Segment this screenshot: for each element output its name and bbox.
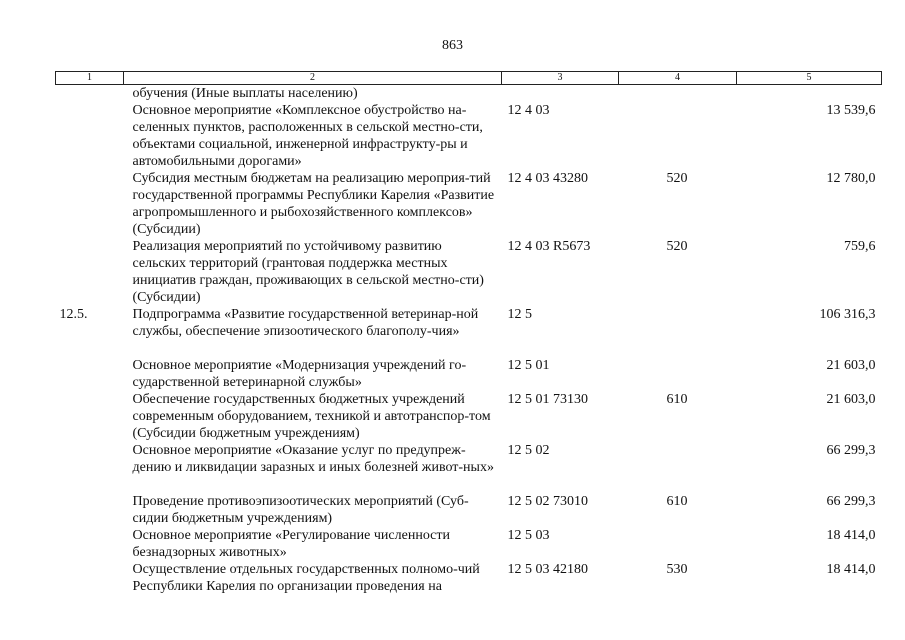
row-expense-type: 520 bbox=[666, 239, 688, 254]
row-expense-type: 530 bbox=[666, 562, 688, 577]
row-expense-type bbox=[619, 442, 737, 493]
table-row bbox=[56, 238, 882, 306]
row-code: 12 5 03 42180 bbox=[507, 562, 588, 577]
row-amount: 66 299,3 bbox=[826, 443, 876, 458]
row-number: 12.5. bbox=[59, 307, 88, 322]
row-name: Основное мероприятие «Оказание услуг по предупреж-дению и ликвидации заразных и иных болезней живот-ных» bbox=[132, 443, 494, 475]
table-row bbox=[56, 391, 882, 442]
row-amount: 18 414,0 bbox=[826, 528, 876, 543]
row-name: Основное мероприятие «Модернизация учреждений го-сударственной ветеринарной службы» bbox=[132, 358, 467, 390]
row-code: 12 5 01 bbox=[507, 358, 550, 373]
row-expense-type bbox=[619, 85, 737, 103]
row-expense-type bbox=[619, 527, 737, 561]
row-amount: 759,6 bbox=[844, 239, 876, 254]
table-row bbox=[56, 442, 882, 493]
row-number bbox=[56, 102, 124, 170]
row-name: обучения (Иные выплаты населению) bbox=[132, 86, 358, 101]
row-expense-type bbox=[619, 357, 737, 391]
table-row bbox=[56, 170, 882, 238]
row-number bbox=[56, 527, 124, 561]
table-row bbox=[56, 561, 882, 595]
row-expense-type bbox=[619, 306, 737, 357]
row-name: Обеспечение государственных бюджетных учреждений современным оборудованием, техникой и автотранспор-том (Субсидии бюджетным учреждениям) bbox=[132, 392, 491, 441]
row-amount: 66 299,3 bbox=[826, 494, 876, 509]
row-code: 12 5 01 73130 bbox=[507, 392, 588, 407]
row-code bbox=[502, 85, 619, 103]
row-name: Реализация мероприятий по устойчивому развитию сельских территорий (грантовая поддержка местных инициатив граждан, проживающих в сельской местно-сти) (Субсидии) bbox=[132, 239, 484, 305]
row-code: 12 4 03 43280 bbox=[507, 171, 588, 186]
header-row bbox=[56, 72, 882, 85]
row-expense-type: 610 bbox=[666, 392, 688, 407]
row-amount bbox=[737, 85, 882, 103]
row-number bbox=[56, 170, 124, 238]
header-col-4: 4 bbox=[619, 72, 737, 85]
row-number bbox=[56, 85, 124, 103]
table-row bbox=[56, 102, 882, 170]
header-col-2: 2 bbox=[124, 72, 502, 85]
row-name: Подпрограмма «Развитие государственной ветеринар-ной службы, обеспечение эпизоотического благополу-чия» bbox=[132, 307, 479, 339]
row-name: Основное мероприятие «Комплексное обустройство на-селенных пунктов, расположенных в сельской местно-сти, объектами социальной, инженерной инфраструкту-ры и автомобильными дорогами» bbox=[132, 103, 483, 169]
page-number: 863 bbox=[442, 38, 463, 53]
row-expense-type: 610 bbox=[666, 494, 688, 509]
row-amount: 21 603,0 bbox=[826, 392, 876, 407]
budget-table bbox=[55, 71, 882, 595]
row-amount: 106 316,3 bbox=[819, 307, 876, 322]
row-code: 12 5 bbox=[507, 307, 532, 322]
row-amount: 21 603,0 bbox=[826, 358, 876, 373]
row-amount: 18 414,0 bbox=[826, 562, 876, 577]
header-col-3: 3 bbox=[502, 72, 619, 85]
header-col-5: 5 bbox=[737, 72, 882, 85]
row-name: Основное мероприятие «Регулирование численности безнадзорных животных» bbox=[132, 528, 450, 560]
row-code: 12 5 02 73010 bbox=[507, 494, 588, 509]
row-code: 12 4 03 R5673 bbox=[507, 239, 591, 254]
header-col-1: 1 bbox=[56, 72, 124, 85]
table-row bbox=[56, 357, 882, 391]
table-row bbox=[56, 493, 882, 527]
table-row bbox=[56, 306, 882, 357]
row-number bbox=[56, 357, 124, 391]
row-code: 12 5 03 bbox=[507, 528, 550, 543]
row-expense-type bbox=[619, 102, 737, 170]
row-number bbox=[56, 561, 124, 595]
row-name: Осуществление отдельных государственных полномо-чий Республики Карелия по организации проведения на bbox=[132, 562, 480, 594]
row-number bbox=[56, 238, 124, 306]
row-number bbox=[56, 442, 124, 493]
row-name: Проведение противоэпизоотических мероприятий (Суб-сидии бюджетным учреждениям) bbox=[132, 494, 469, 526]
row-code: 12 4 03 bbox=[507, 103, 550, 118]
row-expense-type: 520 bbox=[666, 171, 688, 186]
table-body bbox=[56, 85, 882, 596]
row-amount: 12 780,0 bbox=[826, 171, 876, 186]
row-number bbox=[56, 493, 124, 527]
table-header bbox=[56, 72, 882, 85]
row-amount: 13 539,6 bbox=[826, 103, 876, 118]
row-name: Субсидия местным бюджетам на реализацию мероприя-тий государственной программы Республики Карелия «Развитие агропромышленного и рыбохозяйственного комплексов» (Субсидии) bbox=[132, 171, 495, 237]
table-row bbox=[56, 527, 882, 561]
row-number bbox=[56, 391, 124, 442]
table-row bbox=[56, 85, 882, 103]
row-code: 12 5 02 bbox=[507, 443, 550, 458]
